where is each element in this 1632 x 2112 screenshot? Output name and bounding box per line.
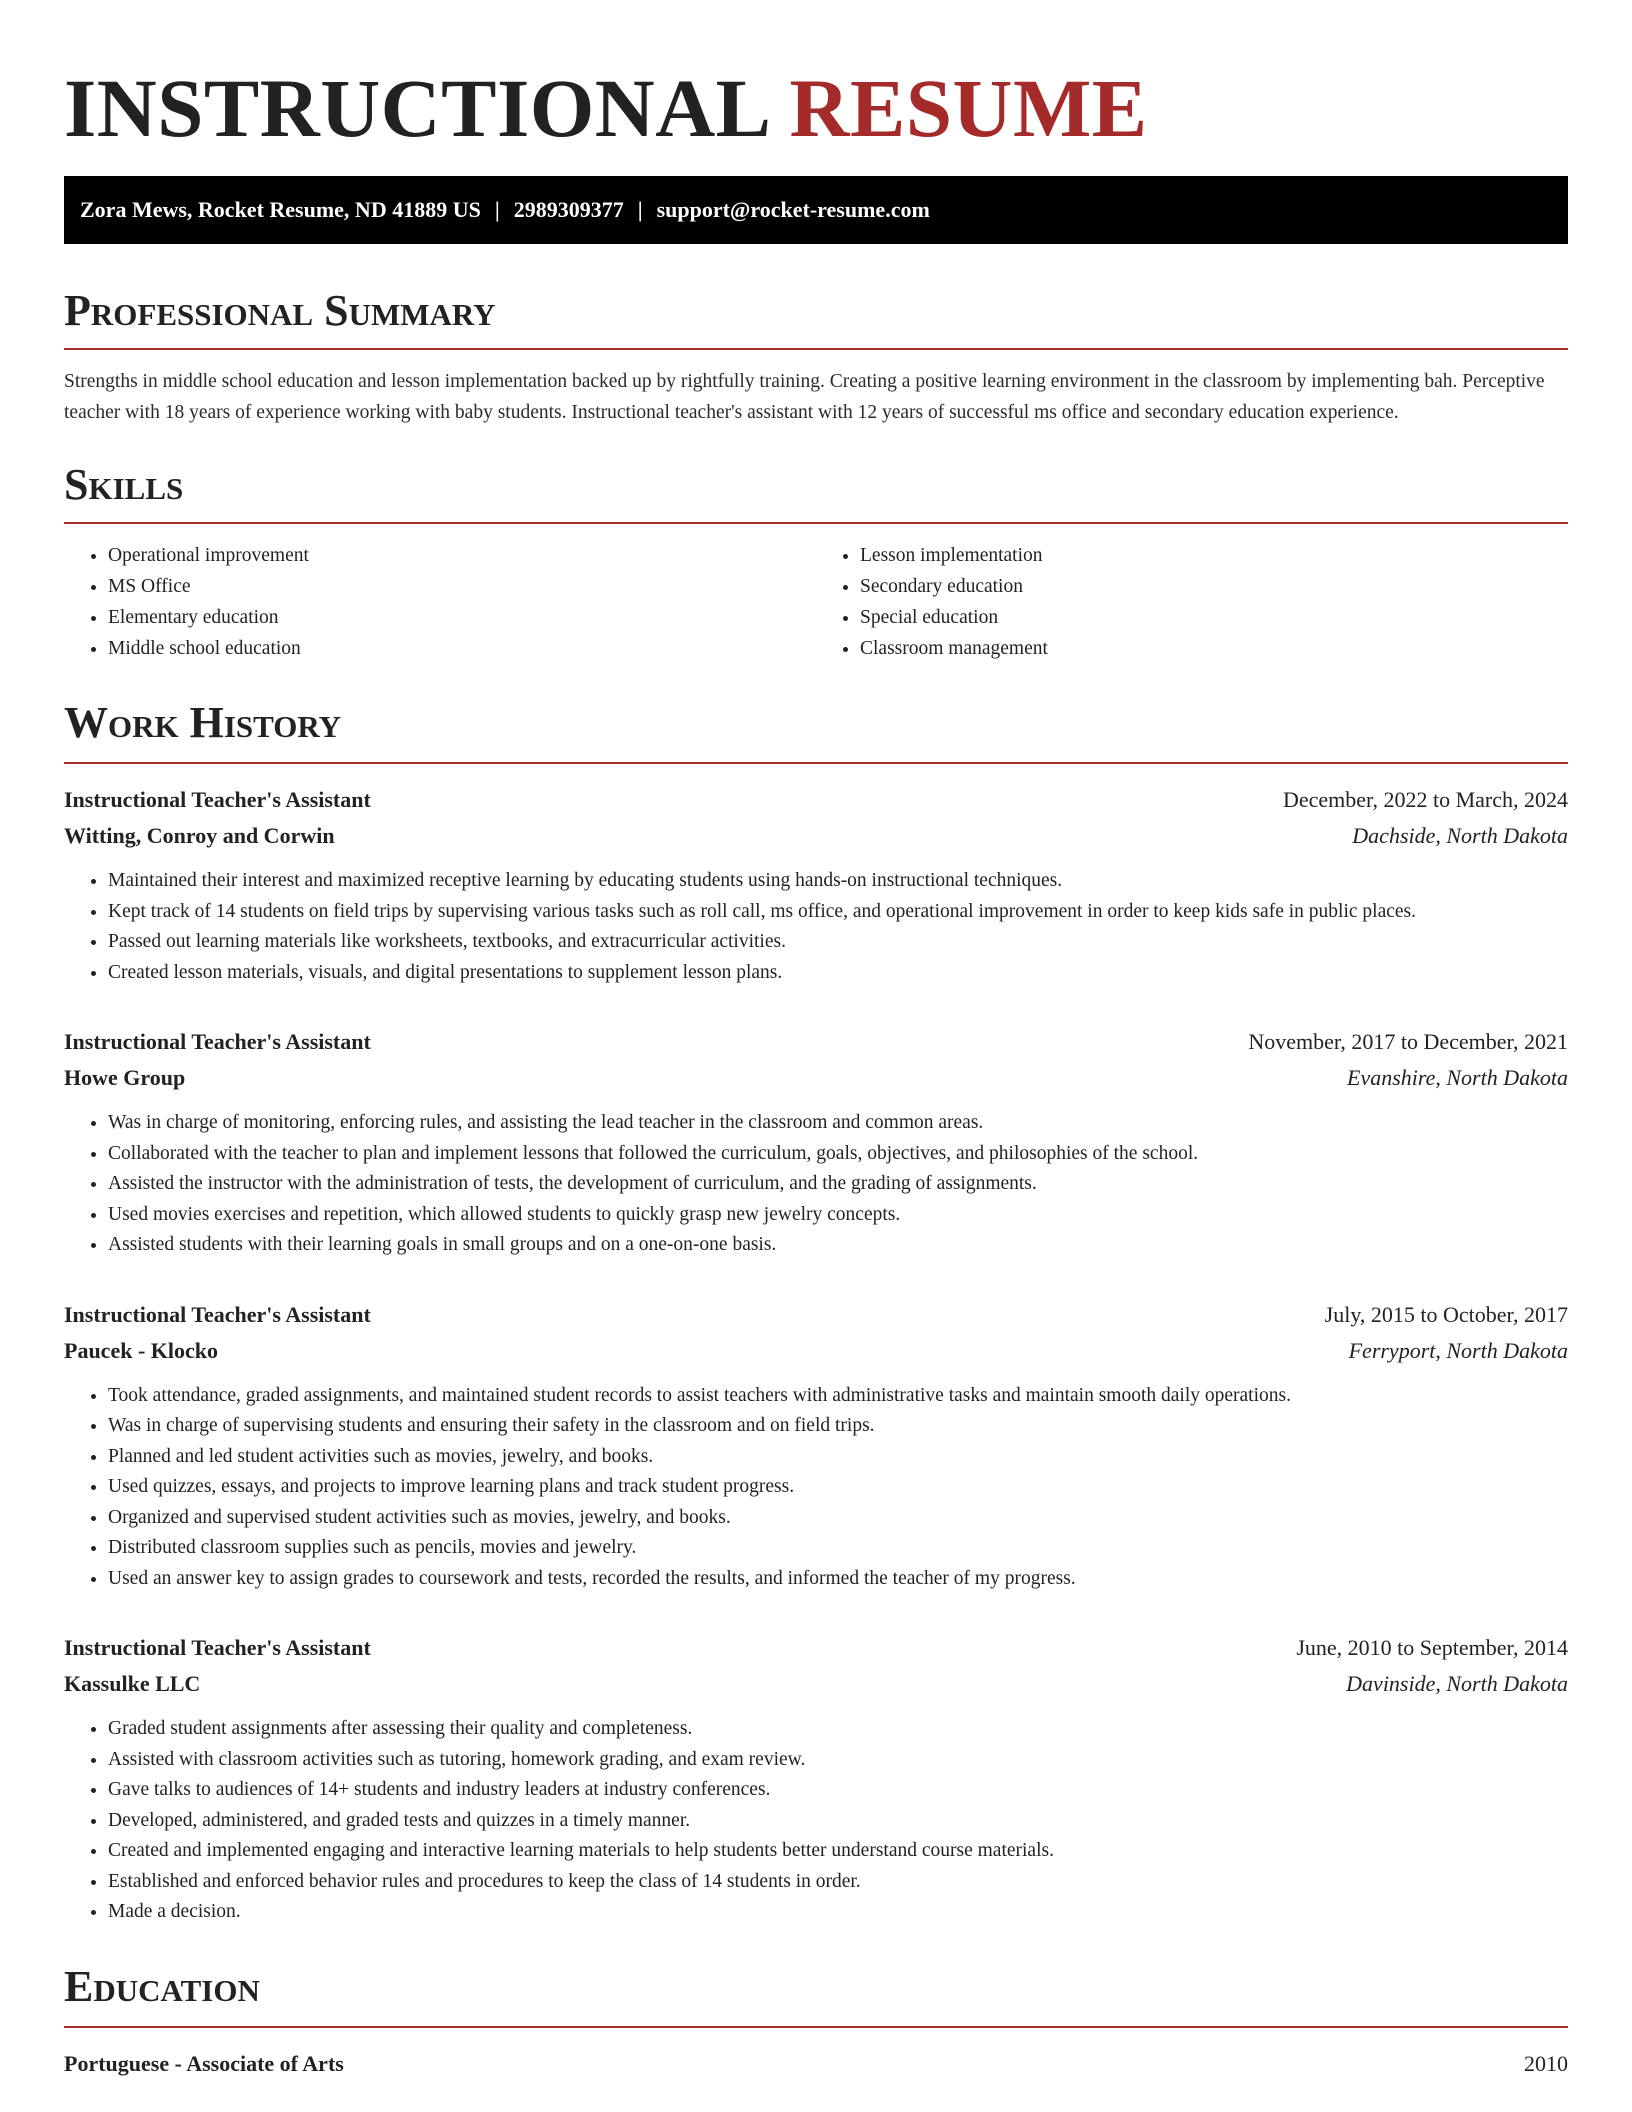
skill-item: • Operational improvement [108, 540, 816, 571]
summary-heading: Professional Summary [64, 286, 496, 335]
contact-bar [64, 176, 1568, 244]
job-company: Paucek - Klocko [64, 1337, 218, 1363]
section-divider [64, 522, 1568, 524]
education-entry [64, 2046, 1568, 2082]
job-header-row [64, 1297, 1568, 1333]
job-dates: July, 2015 to October, 2017 [1324, 1301, 1568, 1327]
job-duty: • Distributed classroom supplies such as pencils, movies and jewelry. [108, 1533, 1568, 1564]
job-title: Instructional Teacher's Assistant [64, 1635, 371, 1660]
job-duty: • Established and enforced behavior rules and procedures to keep the class of 14 students in order. [108, 1867, 1568, 1898]
job-duty: • Was in charge of monitoring, enforcing rules, and assisting the lead teacher in the classroom and common areas. [108, 1108, 1568, 1139]
job-duties-list [64, 1381, 1568, 1595]
skill-item: • Special education [860, 602, 1568, 633]
skills-list-right [816, 540, 1568, 664]
job-location: Dachside, North Dakota [1352, 823, 1568, 848]
skill-item: • Lesson implementation [860, 540, 1568, 571]
job-duty: • Made a decision. [108, 1897, 1568, 1928]
skills-grid [64, 540, 1568, 664]
job-duty: • Created and implemented engaging and interactive learning materials to help students better understand course materials. [108, 1836, 1568, 1867]
job-employer-row [64, 1333, 1568, 1369]
job-dates: November, 2017 to December, 2021 [1248, 1029, 1568, 1054]
title-first-word: INSTRUCTIONAL [64, 62, 772, 154]
education-heading: Education [64, 1961, 260, 2011]
job-header-row [64, 1024, 1568, 1060]
job-duty: • Took attendance, graded assignments, and maintained student records to assist teachers with administrative tasks and maintain smooth daily operations. [108, 1381, 1568, 1412]
resume-title [64, 0, 1568, 160]
job-location: Ferryport, North Dakota [1348, 1337, 1568, 1363]
job-location: Davinside, North Dakota [1346, 1671, 1568, 1696]
job-duty: • Collaborated with the teacher to plan and implement lessons that followed the curriculum, goals, objectives, and philosophies of the school. [108, 1139, 1568, 1170]
summary-text: Strengths in middle school education and lesson implementation backed up by rightfully training. Creating a positive learning environment in the classroom by implementing bah. Perceptive teacher with 18 years of experience working with baby students. Instructional teacher's assistant with 12 years of successful ms office and secondary education experience. [64, 371, 1545, 423]
skill-item: • Elementary education [108, 602, 816, 633]
work-history-heading: Work History [64, 698, 342, 747]
job-entry [64, 1024, 1568, 1261]
skill-item: • MS Office [108, 571, 816, 602]
job-duty: • Used movies exercises and repetition, which allowed students to quickly grasp new jewelry concepts. [108, 1200, 1568, 1231]
job-company: Howe Group [64, 1065, 186, 1090]
skill-item: • Classroom management [860, 633, 1568, 664]
section-divider [64, 348, 1568, 350]
job-entry [64, 1630, 1568, 1928]
skills-list-left [64, 540, 816, 664]
job-duty: • Developed, administered, and graded tests and quizzes in a timely manner. [108, 1806, 1568, 1837]
skill-item: • Secondary education [860, 571, 1568, 602]
education-degree: Portuguese - Associate of Arts [64, 2050, 344, 2076]
job-company: Kassulke LLC [64, 1671, 201, 1696]
job-title: Instructional Teacher's Assistant [64, 1301, 371, 1327]
job-title: Instructional Teacher's Assistant [64, 787, 371, 812]
skills-heading: Skills [64, 460, 184, 509]
section-divider [64, 2026, 1568, 2028]
job-employer-row [64, 818, 1568, 854]
job-duty: • Assisted students with their learning goals in small groups and on a one-on-one basis. [108, 1230, 1568, 1261]
job-title: Instructional Teacher's Assistant [64, 1029, 371, 1054]
job-duty: • Graded student assignments after assessing their quality and completeness. [108, 1714, 1568, 1745]
job-duties-list [64, 866, 1568, 988]
job-duty: • Planned and led student activities such as movies, jewelry, and books. [108, 1442, 1568, 1473]
job-duty: • Assisted with classroom activities such as tutoring, homework grading, and exam review. [108, 1745, 1568, 1776]
job-duty: • Maintained their interest and maximized receptive learning by educating students using hands-on instructional techniques. [108, 866, 1568, 897]
contact-email: support@rocket-resume.com [656, 197, 930, 222]
job-duty: • Assisted the instructor with the administration of tests, the development of curriculum, and the grading of assignments. [108, 1169, 1568, 1200]
job-duty: • Was in charge of supervising students and ensuring their safety in the classroom and on field trips. [108, 1411, 1568, 1442]
job-duty: • Passed out learning materials like worksheets, textbooks, and extracurricular activities. [108, 927, 1568, 958]
job-duty: • Kept track of 14 students on field trips by supervising various tasks such as roll call, ms office, and operational improvement in order to keep kids safe in public places. [108, 897, 1568, 928]
job-header-row [64, 1630, 1568, 1666]
job-header-row [64, 782, 1568, 818]
job-dates: December, 2022 to March, 2024 [1282, 787, 1568, 812]
education-year: 2010 [1524, 2050, 1568, 2076]
job-duties-list [64, 1108, 1568, 1261]
skill-item: • Middle school education [108, 633, 816, 664]
job-location: Evanshire, North Dakota [1347, 1065, 1568, 1090]
job-duty: • Gave talks to audiences of 14+ students and industry leaders at industry conferences. [108, 1775, 1568, 1806]
section-divider [64, 762, 1568, 764]
contact-separator: | [637, 197, 643, 222]
job-duty: • Used an answer key to assign grades to coursework and tests, recorded the results, and informed the teacher of my progress. [108, 1564, 1568, 1595]
job-duty: • Created lesson materials, visuals, and digital presentations to supplement lesson plans. [108, 958, 1568, 989]
job-company: Witting, Conroy and Corwin [64, 823, 335, 848]
job-dates: June, 2010 to September, 2014 [1296, 1635, 1568, 1660]
job-employer-row [64, 1666, 1568, 1702]
contact-phone: 2989309377 [513, 197, 624, 222]
contact-address: Zora Mews, Rocket Resume, ND 41889 US [80, 197, 481, 222]
job-duties-list [64, 1714, 1568, 1928]
title-second-word: RESUME [789, 62, 1148, 154]
contact-separator: | [494, 197, 500, 222]
job-entry [64, 1297, 1568, 1595]
job-entry [64, 782, 1568, 988]
job-duty: • Used quizzes, essays, and projects to improve learning plans and track student progress. [108, 1472, 1568, 1503]
job-employer-row [64, 1060, 1568, 1096]
job-duty: • Organized and supervised student activities such as movies, jewelry, and books. [108, 1503, 1568, 1534]
